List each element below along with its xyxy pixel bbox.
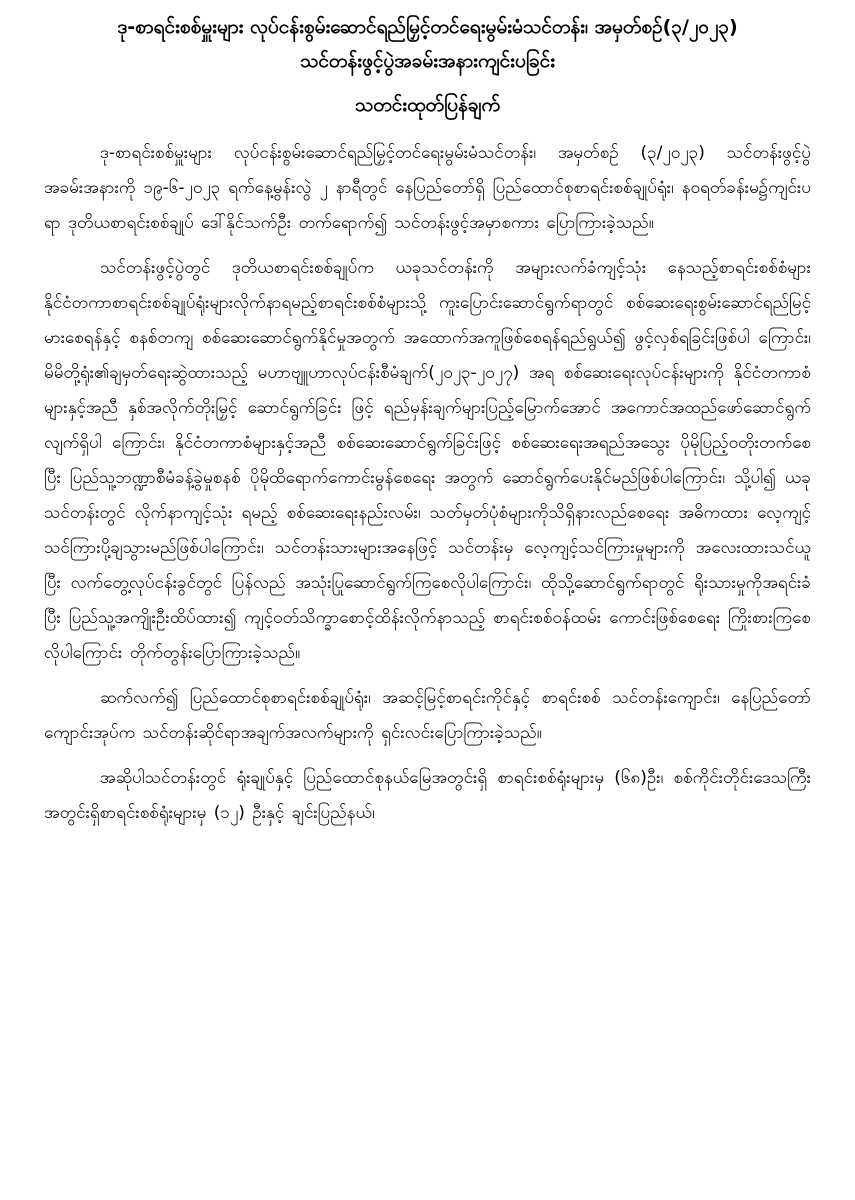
paragraph-4: အဆိုပါသင်တန်းတွင် ရုံးချုပ်နှင့် ပြည်ထောင်စုနယ်မြေအတွင်းရှိ စာရင်းစစ်ရုံးများမှ (၆၈)ဦး၊ စစ်ကိုင်းတိုင်းဒေသကြီးအတွင်းရှိစာရင်းစစ်ရုံးများမှ (၁၂) ဦးနှင့် ချင်းပြည်နယ်၊ (44, 768, 811, 823)
document-title-line-1: ဒု-စာရင်းစစ်မှူးများ လုပ်ငန်းစွမ်းဆောင်ရည်မြှင့်တင်ရေးမွမ်းမံသင်တန်း၊ အမှတ်စဉ်(၃/၂၀၂၃) (117, 16, 738, 38)
paragraph-3: ဆက်လက်၍ ပြည်ထောင်စုစာရင်းစစ်ချုပ်ရုံး၊ အဆင့်မြင့်စာရင်းကိုင်နှင့် စာရင်းစစ် သင်တန်းကျောင်း၊ နေပြည်တော်ကျောင်းအုပ်က သင်တန်းဆိုင်ရာအချက်အလက်များကို ရှင်းလင်းပြောကြားခဲ့သည်။ (44, 688, 811, 743)
document-title-line-2: သင်တန်းဖွင့်ပွဲအခမ်းအနားကျင်းပခြင်း (299, 50, 556, 72)
paragraph-1: ဒု-စာရင်းစစ်မှူးများ လုပ်ငန်းစွမ်းဆောင်ရည်မြှင့်တင်ရေးမွမ်းမံသင်တန်း၊ အမှတ်စဉ် (၃/၂၀၂၃) သင်တန်းဖွင့်ပွဲအခမ်းအနားကို ၁၉-၆-၂၀၂၃ ရက်နေ့မွန်းလွဲ ၂ နာရီတွင် နေပြည်တော်ရှိ ပြည်ထောင်စုစာရင်းစစ်ချုပ်ရုံး၊ နဝရတ်ခန်းမ၌ကျင်းပရာ ဒုတိယစာရင်းစစ်ချုပ် ဒေါ်နိုင်သက်ဦး တက်ရောက်၍ သင်တန်းဖွင့်အမှာစကား ပြောကြားခဲ့သည်။ (44, 143, 811, 233)
press-release-heading: သတင်းထုတ်ပြန်ချက် (354, 94, 501, 116)
paragraph-2: သင်တန်းဖွင့်ပွဲတွင် ဒုတိယစာရင်းစစ်ချုပ်က ယခုသင်တန်းကို အများလက်ခံကျင့်သုံး နေသည့်စာရင်းစစ်စံများ နိုင်ငံတကာစာရင်းစစ်ချုပ်ရုံးများလိုက်နာရမည့်စာရင်းစစ်စံများသို့ ကူးပြောင်းဆောင်ရွက်ရာတွင် စစ်ဆေးရေးစွမ်းဆောင်ရည်မြင့်မားစေရန်နှင့် စနစ်တကျ စစ်ဆေးဆောင်ရွက်နိုင်မှုအတွက် အထောက်အကူဖြစ်စေရန်ရည်ရွယ်၍ ဖွင့်လှစ်ရခြင်းဖြစ်ပါ ကြောင်း၊ မိမိတို့ရုံး၏ချမှတ်ရေးဆွဲထားသည့် မဟာဗျူဟာလုပ်ငန်းစီမံချက်(၂၀၂၃-၂၀၂၇) အရ စစ်ဆေးရေးလုပ်ငန်းများကို နိုင်ငံတကာစံများနှင့်အညီ နှစ်အလိုက်တိုးမြှင့် ဆောင်ရွက်ခြင်း ဖြင့် ရည်မှန်းချက်များပြည့်မြောက်အောင် အကောင်အထည်ဖော်ဆောင်ရွက်လျက်ရှိပါ ကြောင်း၊ နိုင်ငံတကာစံများနှင့်အညီ စစ်ဆေးဆောင်ရွက်ခြင်းဖြင့် စစ်ဆေးရေးအရည်အသွေး ပိုမိုပြည့်ဝတိုးတက်စေပြီး ပြည်သူ့ဘဏ္ဍာစီမံခန့်ခွဲမှုစနစ် ပိုမိုထိရောက်ကောင်းမွန်စေရေး အတွက် ဆောင်ရွက်ပေးနိုင်မည်ဖြစ်ပါကြောင်း၊ သို့ပါ၍ ယခုသင်တန်းတွင် လိုက်နာကျင့်သုံး ရမည့် စစ်ဆေးရေးနည်းလမ်း၊ သတ်မှတ်ပုံစံများကိုသိရှိနားလည်စေရေး အဓိကထား လေ့ကျင့်သင်ကြားပို့ချသွားမည်ဖြစ်ပါကြောင်း၊ သင်တန်းသားများအနေဖြင့် သင်တန်းမှ လေ့ကျင့်သင်ကြားမှုများကို အလေးထားသင်ယူပြီး လက်တွေ့လုပ်ငန်းခွင်တွင် ပြန်လည် အသုံးပြုဆောင်ရွက်ကြစေလိုပါကြောင်း၊ ထိုသို့ဆောင်ရွက်ရာတွင် ရိုးသားမှုကိုအရင်းခံပြီး ပြည်သူ့အကျိုးဦးထိပ်ထား၍ ကျင့်ဝတ်သိက္ခာစောင့်ထိန်းလိုက်နာသည့် စာရင်းစစ်ဝန်ထမ်း ကောင်းဖြစ်စေရေး ကြိုးစားကြစေလိုပါကြောင်း တိုက်တွန်းပြောကြားခဲ့သည်။ (44, 258, 811, 663)
